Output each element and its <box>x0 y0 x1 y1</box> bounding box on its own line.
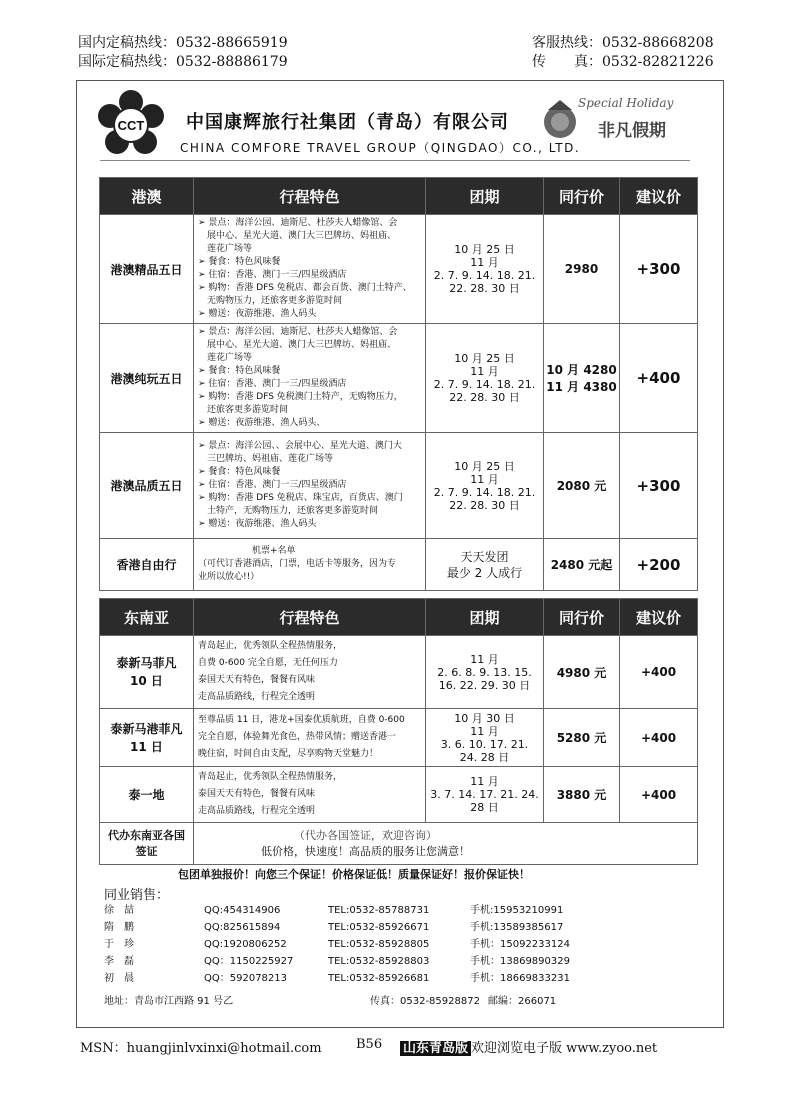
list-item: 李 磊 QQ：1150225927 TEL:0532-85928803 手机：13869890329 <box>104 956 570 967</box>
peer-price: 2480 元起 <box>544 539 620 591</box>
dates-header: 团期 <box>426 178 544 215</box>
sales-contacts <box>104 902 704 987</box>
features-header: 行程特色 <box>194 599 426 636</box>
fax-line: 传 真：0532-82821226 <box>532 54 714 70</box>
suggested-price: +400 <box>620 709 698 767</box>
tour-name: 港澳品质五日 <box>100 433 194 539</box>
visa-line-1: （代办各国签证，欢迎咨询） <box>294 828 437 842</box>
hotlines-right <box>532 34 714 72</box>
tour-features: ➢ 景点：海洋公园、迪斯尼、杜莎夫人蜡像馆、会 展中心、星光大道、澳门大三巴牌坊、妈祖庙、 莲花广场等 ➢ 餐食：特色风味餐 ➢ 住宿：香港、澳门一三/四星级酒店 ➢ 购物：香港 DFS 免税澳门土特产，无购物压力， 还旅客更多游览时间 ➢ 赠送：夜游维港、渔人码头、 <box>194 324 426 433</box>
tour-features: 机票+名单 （可代订香港酒店，门票，电话卡等服务，因为专 业所以放心!!） <box>194 539 426 591</box>
table-row <box>100 215 698 324</box>
visa-row <box>100 823 698 865</box>
list-item: 隋 鹏 QQ:825615894 TEL:0532-85926671 手机:13589385617 <box>104 922 564 933</box>
tour-features: 青岛起止，优秀领队全程热情服务， 泰国天天有特色，餐餐有风味 走高品质路线，行程完全透明 <box>194 767 426 823</box>
zip-code: 邮编：266071 <box>488 996 557 1007</box>
hk-tours-table <box>99 177 698 591</box>
dates-header: 团期 <box>426 599 544 636</box>
hk-header-row <box>100 178 698 215</box>
peer-price: 10 月 4280 11 月 4380 <box>544 324 620 433</box>
sea-tours-table <box>99 598 698 865</box>
tour-dates: 11 月 2. 6. 8. 9. 13. 15. 16. 22. 29. 30 日 <box>426 636 544 709</box>
page-number: B56 <box>356 1037 383 1052</box>
edition-text: 欢迎浏览电子版 www.zyoo.net <box>471 1041 658 1056</box>
tour-dates: 天天发团 最少 2 人成行 <box>426 539 544 591</box>
table-row <box>100 433 698 539</box>
suggested-price: +200 <box>620 539 698 591</box>
tour-name: 香港自由行 <box>100 539 194 591</box>
visa-name: 代办东南亚各国 签证 <box>100 823 194 865</box>
tour-dates: 10 月 25 日 11 月 2. 7. 9. 14. 18. 21. 22. 28. 30 日 <box>426 433 544 539</box>
tour-name: 泰新马菲凡 10 日 <box>100 636 194 709</box>
peer-price-header: 同行价 <box>544 599 620 636</box>
list-item: 初 晨 QQ：592078213 TEL:0532-85926681 手机：18669833231 <box>104 973 570 984</box>
tour-name: 港澳精品五日 <box>100 215 194 324</box>
peer-price-header: 同行价 <box>544 178 620 215</box>
edition-box: 山东青岛版 <box>400 1041 471 1056</box>
sea-region-title: 东南亚 <box>100 599 194 636</box>
table-row <box>100 636 698 709</box>
tour-name: 泰新马港菲凡 11 日 <box>100 709 194 767</box>
tour-features: 至尊品质 11 日，港龙+国泰优质航班，自费 0-600 完全自愿，体验舞光食色，热带风情；赠送香港一 晚住宿，时间自由支配，尽享购物天堂魅力！ <box>194 709 426 767</box>
company-name-cn: 中国康辉旅行社集团（青岛）有限公司 <box>186 112 509 133</box>
international-hotline: 国际定稿热线：0532-88886179 <box>78 54 288 70</box>
peer-price: 4980 元 <box>544 636 620 709</box>
sales-title: 同业销售： <box>104 888 170 903</box>
peer-price: 2080 元 <box>544 433 620 539</box>
visa-line-2: 低价格，快速度！高品质的服务让您满意！ <box>261 844 470 858</box>
tour-features: 青岛起止，优秀领队全程热情服务， 自费 0-600 完全自愿，无任何压力 泰国天天有特色，餐餐有风味 走高品质路线，行程完全透明 <box>194 636 426 709</box>
features-header: 行程特色 <box>194 178 426 215</box>
tour-features: ➢ 景点：海洋公园、迪斯尼、杜莎夫人蜡像馆、会 展中心、星光大道、澳门大三巴牌坊、妈祖庙、 莲花广场等 ➢ 餐食：特色风味餐 ➢ 住宿：香港、澳门一三/四星级酒店 ➢ 购物：香港 DFS 免税店、都会百货、澳门土特产、 无购物压力，还旅客更多游览时间 ➢ 赠送：夜游维港、渔人码头 <box>194 215 426 324</box>
tour-dates: 10 月 25 日 11 月 2. 7. 9. 14. 18. 21. 22. 28. 30 日 <box>426 215 544 324</box>
holiday-cn: 非凡假期 <box>598 121 666 141</box>
suggested-price: +400 <box>620 636 698 709</box>
suggested-price-header: 建议价 <box>620 599 698 636</box>
tour-dates: 10 月 25 日 11 月 2. 7. 9. 14. 18. 21. 22. 28. 30 日 <box>426 324 544 433</box>
table-row <box>100 767 698 823</box>
hk-region-title: 港澳 <box>100 178 194 215</box>
company-name-en: CHINA COMFORE TRAVEL GROUP（QINGDAO）CO., LTD. <box>180 141 581 155</box>
suggested-price: +400 <box>620 767 698 823</box>
tour-name: 港澳纯玩五日 <box>100 324 194 433</box>
guarantee-text: 包团单独报价！向您三个保证！价格保证低！质量保证好！报价保证快！ <box>178 868 530 881</box>
list-item: 徐 喆 QQ:454314906 TEL:0532-85788731 手机:15953210991 <box>104 905 564 916</box>
list-item: 于 珍 QQ:1920806252 TEL:0532-85928805 手机：15092233124 <box>104 939 570 950</box>
domestic-hotline: 国内定稿热线：0532-88665919 <box>78 35 288 51</box>
tour-name: 泰一地 <box>100 767 194 823</box>
msn-contact: MSN：huangjinlvxinxi@hotmail.com <box>80 1041 322 1056</box>
holiday-en: Special Holiday <box>578 96 674 110</box>
suggested-price: +400 <box>620 324 698 433</box>
table-row <box>100 709 698 767</box>
suggested-price: +300 <box>620 433 698 539</box>
suggested-price: +300 <box>620 215 698 324</box>
table-row <box>100 539 698 591</box>
hotlines-left <box>78 34 288 72</box>
logo-text: CCT <box>117 118 145 133</box>
sea-header-row <box>100 599 698 636</box>
tour-dates: 10 月 30 日 11 月 3. 6. 10. 17. 21. 24. 28 日 <box>426 709 544 767</box>
peer-price: 2980 <box>544 215 620 324</box>
address: 地址：青岛市江西路 91 号乙 <box>104 996 234 1007</box>
address-fax: 传真：0532-85928872 <box>370 996 480 1007</box>
cct-logo-icon <box>96 90 166 160</box>
visa-info <box>194 823 698 865</box>
tour-dates: 11 月 3. 7. 14. 17. 21. 24. 28 日 <box>426 767 544 823</box>
peer-price: 5280 元 <box>544 709 620 767</box>
tour-features: ➢ 景点：海洋公园、、会展中心、星光大道、澳门大 三巴牌坊、妈祖庙、莲花广场等 ➢ 餐食：特色风味餐 ➢ 住宿：香港、澳门一三/四星级酒店 ➢ 购物：香港 DFS 免税店、珠宝店，百货店、澳门 土特产，无购物压力，还旅客更多游览时间 ➢ 赠送：夜游维港、渔人码头 <box>194 433 426 539</box>
edition-line <box>400 1037 657 1056</box>
header-divider <box>100 160 690 161</box>
suggested-price-header: 建议价 <box>620 178 698 215</box>
table-row <box>100 324 698 433</box>
peer-price: 3880 元 <box>544 767 620 823</box>
service-hotline: 客服热线：0532-88668208 <box>532 35 714 51</box>
